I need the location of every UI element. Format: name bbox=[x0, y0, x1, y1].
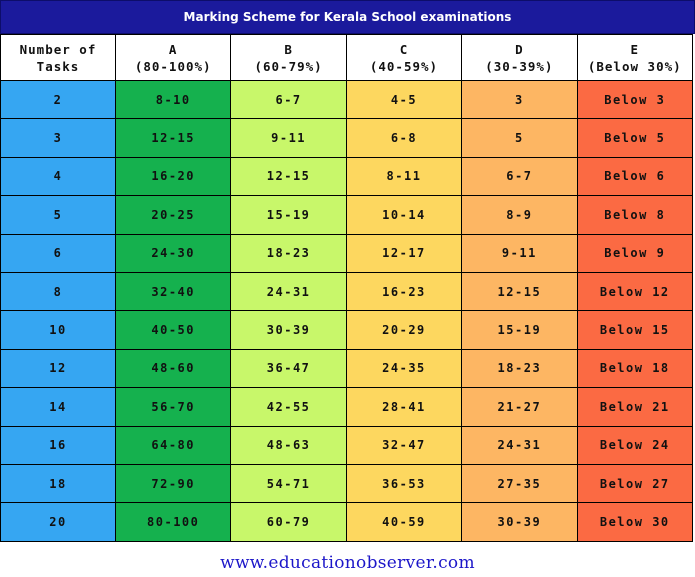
grade-c-cell: 40-59 bbox=[346, 503, 461, 541]
tasks-cell: 8 bbox=[1, 272, 116, 310]
grade-e-cell: Below 12 bbox=[577, 272, 692, 310]
table-row bbox=[1, 81, 693, 119]
grade-e-cell: Below 15 bbox=[577, 311, 692, 349]
grade-b-cell: 9-11 bbox=[231, 119, 346, 157]
grade-a-cell: 80-100 bbox=[116, 503, 231, 541]
grade-b-cell: 30-39 bbox=[231, 311, 346, 349]
grade-e-cell: Below 27 bbox=[577, 464, 692, 502]
grade-a-cell: 40-50 bbox=[116, 311, 231, 349]
tasks-cell: 10 bbox=[1, 311, 116, 349]
grade-e-cell: Below 18 bbox=[577, 349, 692, 387]
tasks-cell: 16 bbox=[1, 426, 116, 464]
header-grade-b bbox=[231, 35, 346, 81]
grade-b-cell: 48-63 bbox=[231, 426, 346, 464]
grade-a-cell: 16-20 bbox=[116, 157, 231, 195]
grade-d-cell: 15-19 bbox=[462, 311, 577, 349]
grade-d-cell: 12-15 bbox=[462, 272, 577, 310]
grade-b-cell: 54-71 bbox=[231, 464, 346, 502]
grade-e-cell: Below 6 bbox=[577, 157, 692, 195]
grade-b-cell: 60-79 bbox=[231, 503, 346, 541]
grade-e-cell: Below 5 bbox=[577, 119, 692, 157]
grade-c-cell: 28-41 bbox=[346, 388, 461, 426]
grade-a-cell: 56-70 bbox=[116, 388, 231, 426]
tasks-cell: 2 bbox=[1, 81, 116, 119]
grade-d-cell: 8-9 bbox=[462, 196, 577, 234]
grade-b-cell: 24-31 bbox=[231, 272, 346, 310]
table-title: Marking Scheme for Kerala School examinations bbox=[0, 0, 695, 34]
grade-d-cell: 3 bbox=[462, 81, 577, 119]
tasks-cell: 5 bbox=[1, 196, 116, 234]
grade-c-cell: 36-53 bbox=[346, 464, 461, 502]
tasks-cell: 4 bbox=[1, 157, 116, 195]
tasks-cell: 6 bbox=[1, 234, 116, 272]
tasks-cell: 20 bbox=[1, 503, 116, 541]
header-line1: D bbox=[515, 41, 524, 57]
table-row bbox=[1, 311, 693, 349]
grade-a-cell: 12-15 bbox=[116, 119, 231, 157]
grade-e-cell: Below 3 bbox=[577, 81, 692, 119]
grade-b-cell: 42-55 bbox=[231, 388, 346, 426]
header-grade-c bbox=[346, 35, 461, 81]
grade-b-cell: 12-15 bbox=[231, 157, 346, 195]
header-line1: E bbox=[630, 41, 640, 57]
header-number-of-tasks bbox=[1, 35, 116, 81]
grade-c-cell: 4-5 bbox=[346, 81, 461, 119]
header-line2: (Below 30%) bbox=[587, 58, 682, 74]
grade-a-cell: 8-10 bbox=[116, 81, 231, 119]
grade-c-cell: 8-11 bbox=[346, 157, 461, 195]
grade-c-cell: 10-14 bbox=[346, 196, 461, 234]
grade-d-cell: 24-31 bbox=[462, 426, 577, 464]
grade-a-cell: 64-80 bbox=[116, 426, 231, 464]
tasks-cell: 18 bbox=[1, 464, 116, 502]
table-row bbox=[1, 119, 693, 157]
tasks-cell: 14 bbox=[1, 388, 116, 426]
header-row bbox=[1, 35, 693, 81]
grade-b-cell: 6-7 bbox=[231, 81, 346, 119]
grade-c-cell: 24-35 bbox=[346, 349, 461, 387]
grade-c-cell: 16-23 bbox=[346, 272, 461, 310]
grade-d-cell: 6-7 bbox=[462, 157, 577, 195]
header-line1: B bbox=[284, 41, 293, 57]
table-row bbox=[1, 349, 693, 387]
grade-a-cell: 24-30 bbox=[116, 234, 231, 272]
grade-b-cell: 36-47 bbox=[231, 349, 346, 387]
grade-e-cell: Below 21 bbox=[577, 388, 692, 426]
header-line2: (30-39%) bbox=[485, 58, 554, 74]
grade-b-cell: 15-19 bbox=[231, 196, 346, 234]
grade-c-cell: 20-29 bbox=[346, 311, 461, 349]
grade-e-cell: Below 9 bbox=[577, 234, 692, 272]
grade-d-cell: 21-27 bbox=[462, 388, 577, 426]
header-grade-e bbox=[577, 35, 692, 81]
header-grade-a bbox=[116, 35, 231, 81]
grade-e-cell: Below 8 bbox=[577, 196, 692, 234]
grade-d-cell: 30-39 bbox=[462, 503, 577, 541]
grade-e-cell: Below 24 bbox=[577, 426, 692, 464]
table-row bbox=[1, 388, 693, 426]
grade-c-cell: 32-47 bbox=[346, 426, 461, 464]
header-line1: C bbox=[399, 41, 409, 57]
grade-a-cell: 32-40 bbox=[116, 272, 231, 310]
header-line1: A bbox=[168, 41, 178, 57]
table-row bbox=[1, 426, 693, 464]
grade-d-cell: 9-11 bbox=[462, 234, 577, 272]
grade-a-cell: 72-90 bbox=[116, 464, 231, 502]
table-row bbox=[1, 464, 693, 502]
table-row bbox=[1, 503, 693, 541]
header-line2: (60-79%) bbox=[254, 58, 323, 74]
grade-e-cell: Below 30 bbox=[577, 503, 692, 541]
grade-b-cell: 18-23 bbox=[231, 234, 346, 272]
table-row bbox=[1, 196, 693, 234]
table-body bbox=[1, 81, 693, 542]
header-line2: Tasks bbox=[36, 58, 80, 74]
grade-a-cell: 20-25 bbox=[116, 196, 231, 234]
grade-d-cell: 5 bbox=[462, 119, 577, 157]
table-row bbox=[1, 157, 693, 195]
header-line2: (80-100%) bbox=[134, 58, 212, 74]
grade-d-cell: 27-35 bbox=[462, 464, 577, 502]
header-line1: Number of bbox=[19, 41, 97, 57]
tasks-cell: 3 bbox=[1, 119, 116, 157]
header-grade-d bbox=[462, 35, 577, 81]
grade-c-cell: 12-17 bbox=[346, 234, 461, 272]
marking-scheme-table bbox=[0, 34, 693, 542]
grade-d-cell: 18-23 bbox=[462, 349, 577, 387]
grade-c-cell: 6-8 bbox=[346, 119, 461, 157]
table-row bbox=[1, 234, 693, 272]
footer-url: www.educationobserver.com bbox=[220, 553, 475, 573]
tasks-cell: 12 bbox=[1, 349, 116, 387]
grade-a-cell: 48-60 bbox=[116, 349, 231, 387]
table-row bbox=[1, 272, 693, 310]
header-line2: (40-59%) bbox=[369, 58, 439, 74]
